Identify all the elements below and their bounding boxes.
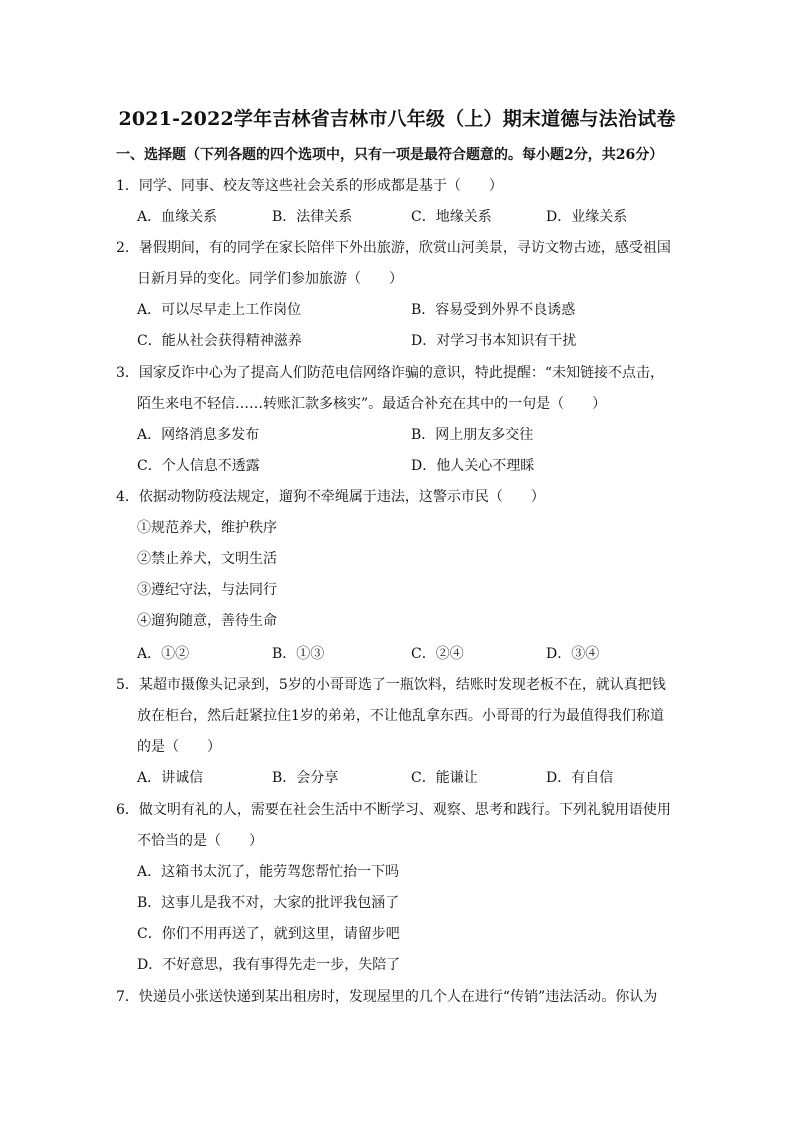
question-6-stem-cont: 不恰当的是（ ） [137, 833, 263, 849]
question-5-stem: 5．某超市摄像头记录到，5岁的小哥哥选了一瓶饮料，结账时发现老板不在，就认真把钱 [116, 677, 666, 693]
question-5-stem-cont-1: 放在柜台，然后赶紧拉住1岁的弟弟，不让他乱拿东西。小哥哥的行为最值得我们称道 [137, 708, 664, 724]
question-4-stem: 4．依据动物防疫法规定，遛狗不牵绳属于违法，这警示市民（ ） [116, 489, 545, 505]
q6-option-b: B．这事儿是我不对，大家的批评我包涵了 [137, 895, 400, 911]
question-3-stem-cont: 陌生来电不轻信……转账汇款多核实”。最适合补充在其中的一句是（ ） [137, 396, 607, 412]
q4-option-d: D．③④ [546, 646, 600, 662]
question-1-stem: 1．同学、同事、校友等这些社会关系的形成都是基于（ ） [116, 178, 503, 194]
question-7-stem: 7．快递员小张送快递到某出租房时，发现屋里的几个人在进行“传销”违法活动。你认为 [116, 989, 658, 1005]
q1-option-b: B．法律关系 [272, 209, 353, 225]
q4-option-b: B．①③ [272, 646, 325, 662]
exam-title: 2021-2022学年吉林省吉林市八年级（上）期末道德与法治试卷 [118, 108, 676, 130]
q4-option-c: C．②④ [411, 646, 464, 662]
q4-item-4: ④遛狗随意，善待生命 [137, 613, 277, 629]
q5-option-d: D．有自信 [546, 770, 614, 786]
q2-option-a: A．可以尽早走上工作岗位 [137, 302, 302, 318]
q4-option-a: A．①② [137, 646, 190, 662]
question-5-stem-cont-2: 的是（ ） [137, 739, 221, 755]
q3-option-d: D．他人关心不理睬 [411, 458, 535, 474]
q5-option-a: A．讲诚信 [137, 770, 204, 786]
section-heading: 一、选择题（下列各题的四个选项中，只有一项是最符合题意的。每小题2分，共26分） [116, 147, 664, 163]
q3-option-a: A．网络消息多发布 [137, 427, 260, 443]
q2-option-d: D．对学习书本知识有干扰 [411, 333, 577, 349]
q6-option-d: D．不好意思，我有事得先走一步，失陪了 [137, 957, 401, 973]
q1-option-d: D．业缘关系 [546, 209, 628, 225]
q4-item-3: ③遵纪守法，与法同行 [137, 582, 277, 598]
question-6-stem: 6．做文明有礼的人，需要在社会生活中不断学习、观察、思考和践行。下列礼貌用语使用 [116, 802, 671, 818]
q1-option-c: C．地缘关系 [411, 209, 492, 225]
q3-option-c: C．个人信息不透露 [137, 458, 260, 474]
q6-option-c: C．你们不用再送了，就到这里，请留步吧 [137, 926, 400, 942]
q2-option-c: C．能从社会获得精神滋养 [137, 333, 302, 349]
q2-option-b: B．容易受到外界不良诱惑 [411, 302, 576, 318]
question-2-stem: 2．暑假期间，有的同学在家长陪伴下外出旅游，欣赏山河美景，寻访文物古迹，感受祖国 [116, 240, 671, 256]
question-2-stem-cont: 日新月异的变化。同学们参加旅游（ ） [137, 271, 403, 287]
q3-option-b: B．网上朋友多交往 [411, 427, 534, 443]
q4-item-1: ①规范养犬，维护秩序 [137, 520, 277, 536]
q6-option-a: A．这箱书太沉了，能劳驾您帮忙抬一下吗 [137, 864, 400, 880]
question-3-stem: 3．国家反诈中心为了提高人们防范电信网络诈骗的意识，特此提醒：“未知链接不点击， [116, 365, 665, 381]
q1-option-a: A．血缘关系 [137, 209, 218, 225]
q4-item-2: ②禁止养犬，文明生活 [137, 551, 277, 567]
q5-option-c: C．能谦让 [411, 770, 478, 786]
q5-option-b: B．会分享 [272, 770, 339, 786]
